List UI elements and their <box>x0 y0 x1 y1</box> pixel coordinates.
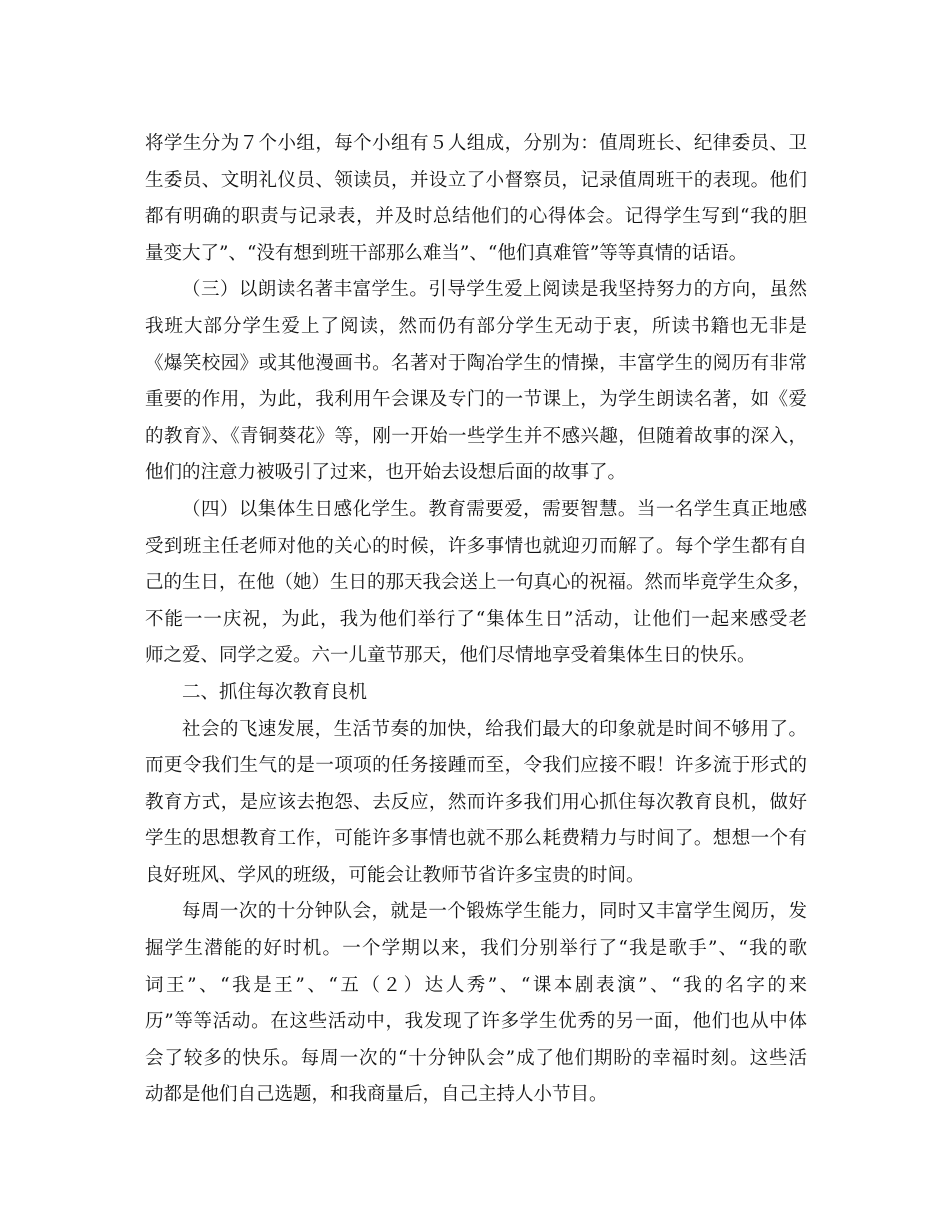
paragraph-time-pressure <box>145 712 807 895</box>
text-line: 词王”、“我是王”、“五（２）达人秀”、“课本剧表演”、“我的名字的来 <box>145 974 807 996</box>
text-line: 学生的思想教育工作，可能许多事情也就不那么耗费精力与时间了。想想一个有 <box>145 828 807 850</box>
text-line: 他们的注意力被吸引了过来，也开始去设想后面的故事了。 <box>145 462 627 484</box>
text-line: 都有明确的职责与记录表，并及时总结他们的心得体会。记得学生写到“我的胆 <box>145 206 807 228</box>
text-line: 教育方式，是应该去抱怨、去反应，然而许多我们用心抓住每次教育良机，做好 <box>145 791 807 813</box>
section-heading <box>145 675 807 712</box>
section-heading-text: 二、抓住每次教育良机 <box>182 681 368 703</box>
text-line: 动都是他们自己选题，和我商量后，自己主持人小节目。 <box>145 1084 608 1106</box>
text-line: 良好班风、学风的班级，可能会让教师节省许多宝贵的时间。 <box>145 864 645 886</box>
text-line: 而更令我们生气的是一项项的任务接踵而至，令我们应接不暇！许多流于形式的 <box>145 755 807 777</box>
text-line: 每周一次的十分钟队会，就是一个锻炼学生能力，同时又丰富学生阅历，发 <box>182 901 807 923</box>
paragraph-group-assignment <box>145 126 807 272</box>
text-line: （三）以朗读名著丰富学生。引导学生爱上阅读是我坚持努力的方向，虽然 <box>182 279 807 301</box>
paragraph-team-meeting <box>145 894 807 1114</box>
text-line: 《爆笑校园》或其他漫画书。名著对于陶冶学生的情操，丰富学生的阅历有非常 <box>145 352 807 374</box>
text-line: 生委员、文明礼仪员、领读员，并设立了小督察员，记录值周班干的表现。他们 <box>145 169 807 191</box>
text-line: 历”等等活动。在这些活动中，我发现了许多学生优秀的另一面，他们也从中体 <box>145 1011 807 1033</box>
text-line: 的教育》、《青铜葵花》等，刚一开始一些学生并不感兴趣，但随着故事的深入， <box>145 425 807 447</box>
text-line: 量变大了”、“没有想到班干部那么难当”、“他们真难管”等等真情的话语。 <box>145 242 748 264</box>
paragraph-reading-classics <box>145 272 807 492</box>
text-line: 受到班主任老师对他的关心的时候，许多事情也就迎刃而解了。每个学生都有自 <box>145 535 807 557</box>
text-line: 将学生分为７个小组，每个小组有５人组成，分别为：值周班长、纪律委员、卫 <box>145 133 807 154</box>
text-line: 社会的飞速发展，生活节奏的加快，给我们最大的印象就是时间不够用了。 <box>182 718 807 740</box>
document-body <box>145 126 812 1114</box>
text-line: 师之爱、同学之爱。六一儿童节那天，他们尽情地享受着集体生日的快乐。 <box>145 645 756 667</box>
text-line: 我班大部分学生爱上了阅读，然而仍有部分学生无动于衷，所读书籍也无非是 <box>145 315 807 337</box>
text-line: 不能一一庆祝，为此，我为他们举行了“集体生日”活动，让他们一起来感受老 <box>145 608 807 630</box>
text-line: （四）以集体生日感化学生。教育需要爱，需要智慧。当一名学生真正地感 <box>182 498 807 520</box>
text-line: 重要的作用，为此，我利用午会课及专门的一节课上，为学生朗读名著，如《爱 <box>145 389 807 411</box>
text-line: 会了较多的快乐。每周一次的“十分钟队会”成了他们期盼的幸福时刻。这些活 <box>145 1047 807 1069</box>
text-line: 掘学生潜能的好时机。一个学期以来，我们分别举行了“我是歌手”、“我的歌 <box>145 938 807 960</box>
text-line: 己的生日，在他（她）生日的那天我会送上一句真心的祝福。然而毕竟学生众多， <box>145 572 812 594</box>
paragraph-group-birthday <box>145 492 812 675</box>
